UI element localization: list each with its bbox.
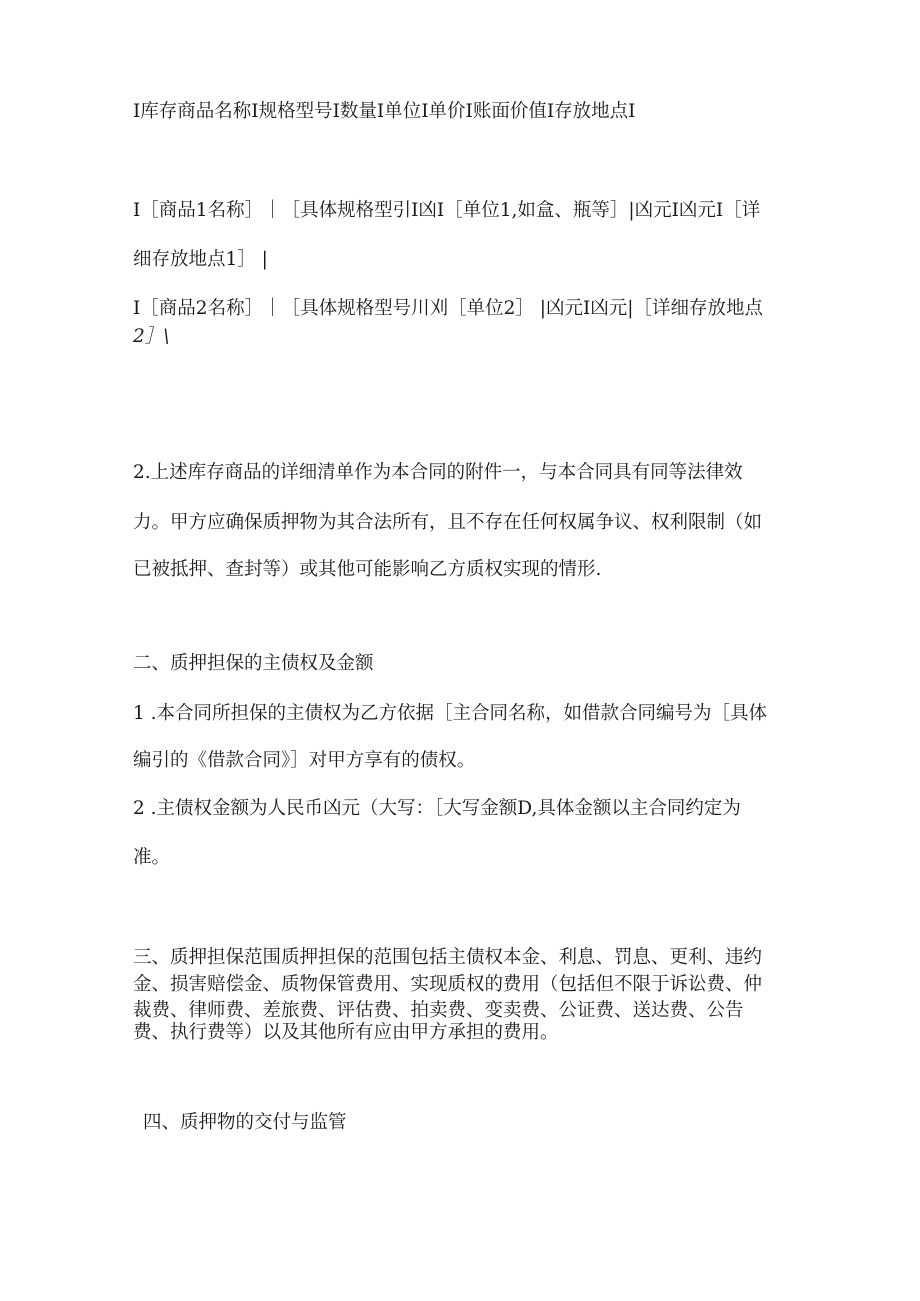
section-3-line-1: 三、质押担保范围质押担保的范围包括主债权本金、利息、罚息、更利、违约 (133, 947, 763, 968)
inventory-row-2-line-1: I［商品2名称］｜［具体规格型号川刈［单位2］ |凶元I凶元|［详细存放地点 (133, 298, 764, 319)
section-2-item-1-line-1: 1 .本合同所担保的主债权为乙方依据［主合同名称，如借款合同编号为［具体 (133, 703, 768, 724)
section-3-line-4: 费、执行费等）以及其他所有应由甲方承担的费用。 (133, 1022, 559, 1043)
inventory-row-2-line-2: 2］\ (133, 326, 170, 347)
clause-2-line-3: 已被抵押、查封等）或其他可能影响乙方质权实现的情形. (133, 559, 602, 580)
section-4-heading: 四、质押物的交付与监管 (143, 1112, 347, 1133)
inventory-table-header: I库存商品名称I规格型号I数量I单位I单价I账面价值I存放地点I (133, 101, 636, 122)
section-2-item-2-line-2: 准。 (133, 847, 171, 868)
inventory-row-1-line-2: 细存放地点1］ | (133, 249, 268, 270)
inventory-row-1-line-1: I［商品1名称］｜［具体规格型引I凶I［单位1,如盒、瓶等］|凶元I凶元I［详 (133, 200, 761, 221)
clause-2-line-2: 力。甲方应确保质押物为其合法所有，且不存在任何权属争议、权利限制（如 (133, 512, 763, 533)
clause-2-line-1: 2.上述库存商品的详细清单作为本合同的附件一，与本合同具有同等法律效 (133, 462, 743, 483)
section-3-line-2: 金、损害赔偿金、质物保管费用、实现质权的费用（包括但不限于诉讼费、仲 (133, 974, 763, 995)
section-2-item-1-line-2: 编引的《借款合同》］对甲方享有的债权。 (133, 750, 476, 771)
section-2-heading: 二、质押担保的主债权及金额 (133, 653, 374, 674)
section-3-line-3: 裁费、律师费、差旅费、评估费、拍卖费、变卖费、公证费、送达费、公告 (133, 1000, 744, 1021)
section-2-item-2-line-1: 2 .主债权金额为人民币凶元（大写：［大写金额D,具体金额以主合同约定为 (133, 798, 741, 819)
